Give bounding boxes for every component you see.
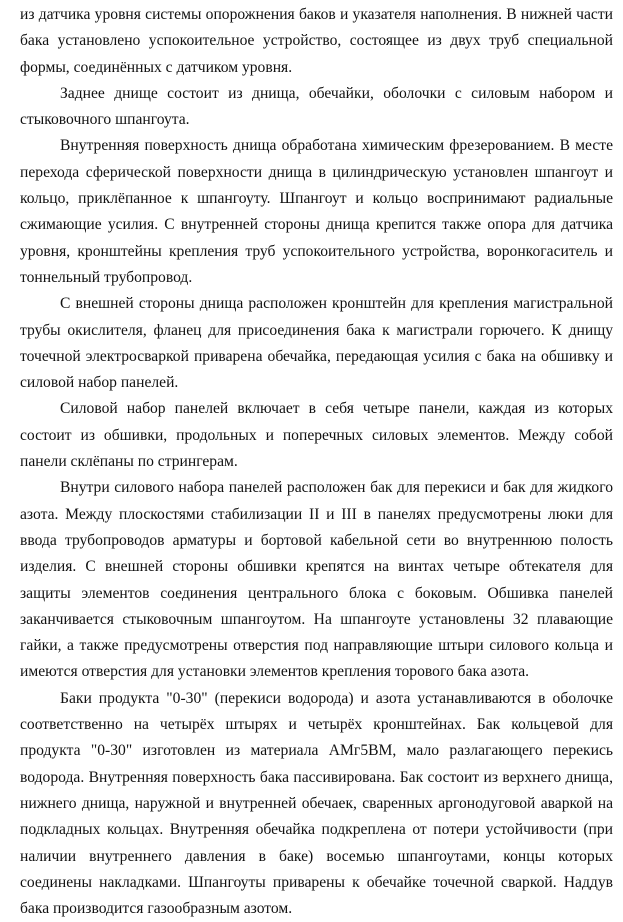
paragraph-5: Силовой набор панелей включает в себя четыре панели, каждая из которых состоит из обшивки, продольных и поперечных силовых элементов. Между собой панели склёпаны по стрингерам. bbox=[20, 400, 613, 471]
paragraph-2: Заднее днище состоит из днища, обечайки, оболочки с силовым набором и стыковочного шпангоута. bbox=[20, 84, 613, 129]
paragraph-7: Баки продукта "0-30" (перекиси водорода) и азота устанавливаются в оболочке соответственно на четырёх штырях и четырёх кронштейнах. Бак кольцевой для продукта "0-30" изготовлен из материала АМг5ВМ, мало разлагающего перекись водорода. Внутренняя поверхность бака пассивирована. Бак состоит из верхнего днища, нижнего днища, наружной и внутренней обечаек, сваренных аргонодуговой аваркой на подкладных кольцах. Внутренняя обечайка подкреплена от потери устойчивости (при наличии внутреннего давления в баке) восемью шпангоутами, концы которых соединены накладками. Шпангоуты приварены к обечайке точечной сваркой. Наддув бака производится газообразным азотом. bbox=[20, 689, 613, 918]
paragraph-1: из датчика уровня системы опорожнения баков и указателя наполнения. В нижней части бака установлено успокоительное устройство, состоящее из двух труб специальной формы, соединённых с датчиком уровня. bbox=[20, 6, 613, 76]
paragraph-3: Внутренняя поверхность днища обработана химическим фрезерованием. В месте перехода сферической поверхности днища в цилиндрическую установлен шпангоут и кольцо, приклёпанное к шпангоуту. Шпангоут и кольцо воспринимают радиальные сжимающие усилия. С внутренней стороны днища крепится также опора для датчика уровня, кронштейны крепления труб успокоительного устройства, воронкогаситель и тоннельный трубопровод. bbox=[20, 137, 613, 286]
paragraph-4: С внешней стороны днища расположен кронштейн для крепления магистральной трубы окислителя, фланец для присоединения бака к магистрали горючего. К днищу точечной электросваркой приварена обечайка, передающая усилия с бака на обшивку и силовой набор панелей. bbox=[20, 295, 613, 392]
document-page bbox=[20, 2, 613, 922]
paragraph-6: Внутри силового набора панелей расположен бак для перекиси и бак для жидкого азота. Между плоскостями стабилизации II и III в панелях предусмотрены люки для ввода трубопроводов арматуры и бортовой кабельной сети во внутреннюю полость изделия. С внешней стороны обшивки крепятся на винтах четыре обтекателя для защиты элементов соединения центрального блока с боковым. Обшивка панелей заканчивается стыковочным шпангоутом. На шпангоуте установлены 32 плавающие гайки, а также предусмотрены отверстия под направляющие штыри силового кольца и имеются отверстия для установки элементов крепления торового бака азота. bbox=[20, 479, 613, 681]
